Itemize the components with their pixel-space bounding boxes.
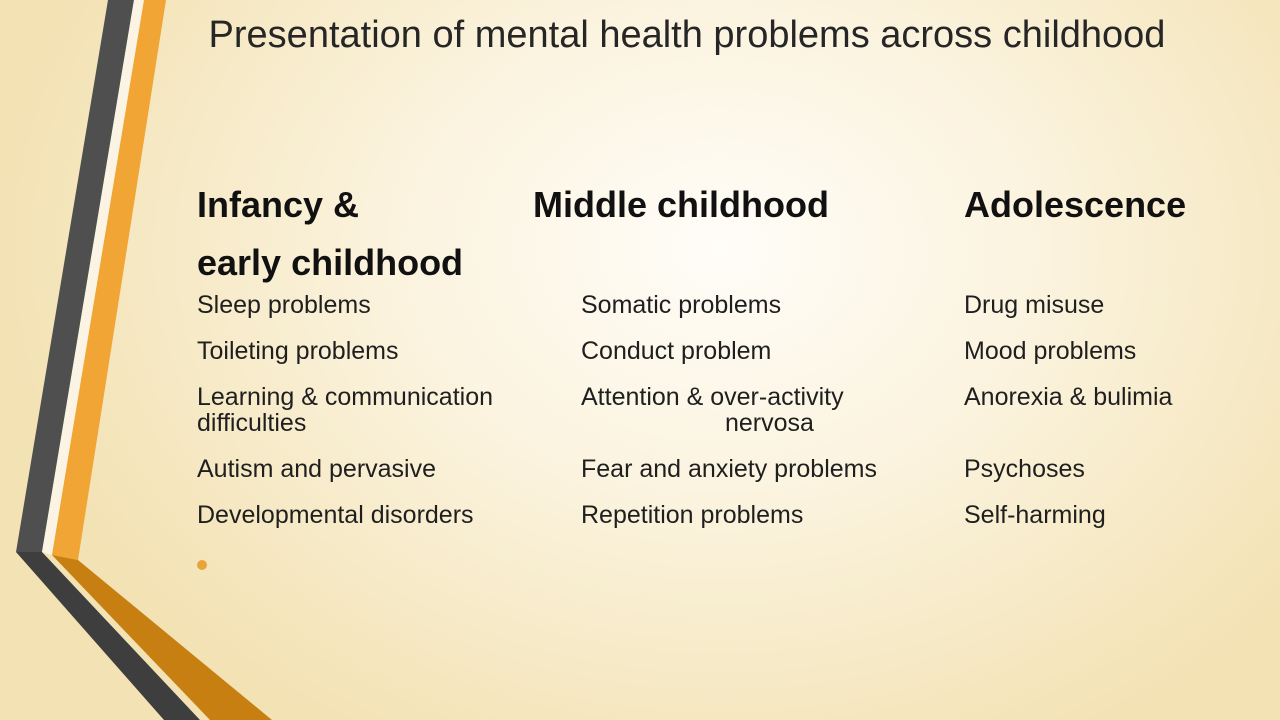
list-item (581, 384, 877, 436)
list-item-line: Learning & communication (197, 383, 493, 411)
list-item-line: Anorexia & bulimia (964, 383, 1173, 411)
list-item-line: difficulties (197, 409, 307, 437)
gray-stripe-diagonal (16, 552, 200, 720)
list-item (197, 384, 493, 436)
column-heading-middle: Middle childhood (533, 184, 829, 225)
list-item-line: nervosa (725, 409, 814, 437)
column-infancy-list (197, 292, 493, 548)
list-item-line (964, 410, 1172, 436)
heading-infancy-line1: Infancy & (197, 184, 360, 225)
column-heading-adolescence: Adolescence (964, 184, 1187, 225)
list-item: Developmental disorders (197, 501, 474, 529)
list-item: Autism and pervasive (197, 455, 437, 483)
white-stripe-vertical (42, 0, 144, 555)
list-item: Fear and anxiety problems (581, 455, 877, 483)
list-item: Toileting problems (197, 337, 399, 365)
list-item: Sleep problems (197, 291, 371, 319)
list-item: Self-harming (964, 501, 1106, 529)
list-item (964, 384, 1172, 436)
column-middle-list (581, 292, 877, 548)
list-item-line: Attention & over-activity (581, 383, 844, 411)
list-item: Drug misuse (964, 291, 1105, 319)
list-item: Conduct problem (581, 337, 772, 365)
heading-infancy-line2: early childhood (197, 242, 464, 283)
column-heading-infancy (197, 176, 463, 292)
slide-title: Presentation of mental health problems across childhood (208, 14, 1166, 56)
list-item: Psychoses (964, 455, 1085, 483)
list-item: Repetition problems (581, 501, 804, 529)
list-item: Mood problems (964, 337, 1137, 365)
column-adolescence-list (964, 292, 1172, 548)
empty-bullet-point (197, 560, 207, 570)
list-item: Somatic problems (581, 291, 782, 319)
